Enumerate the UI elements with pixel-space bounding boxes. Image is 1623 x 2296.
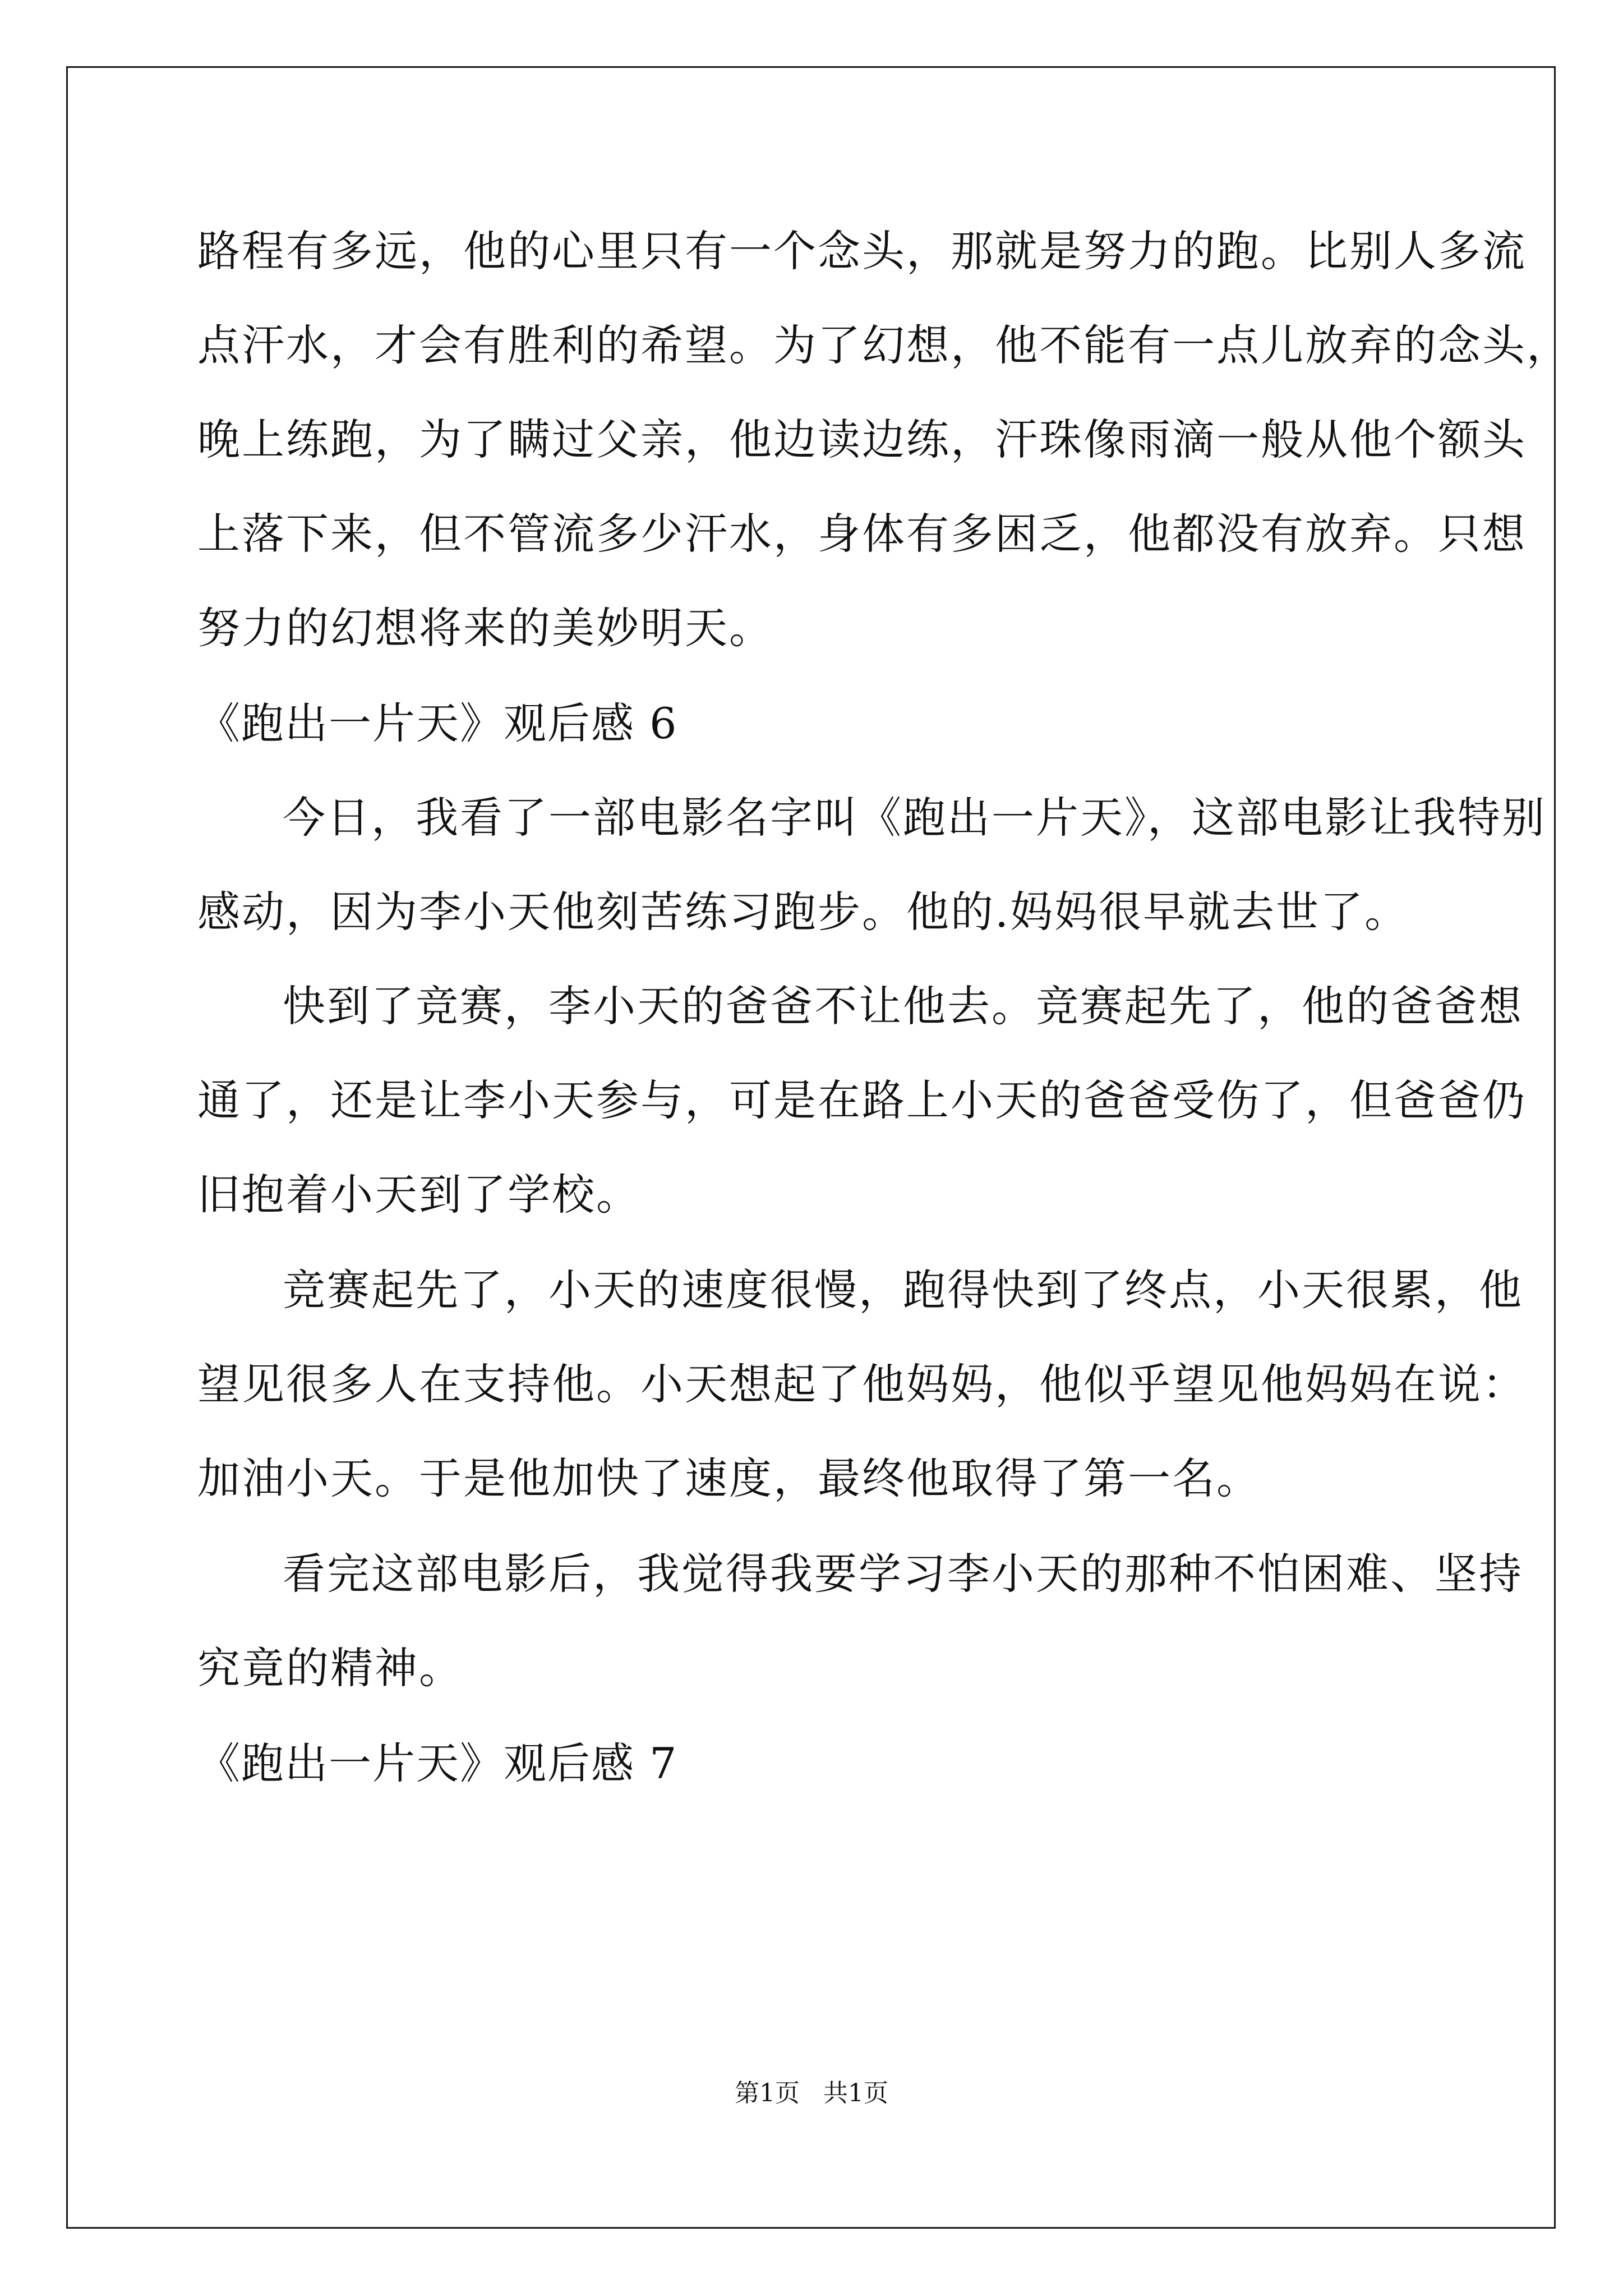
paragraph-line: 看完这部电影后，我觉得我要学习李小天的那种不怕困难、坚持	[283, 1549, 1523, 1599]
section-heading: 《跑出一片天》观后感 7	[197, 1738, 678, 1788]
paragraph-line: 通了，还是让李小天参与，可是在路上小天的爸爸受伤了，但爸爸仍	[197, 1075, 1527, 1125]
paragraph-line: 点汗水，才会有胜利的希望。为了幻想，他不能有一点儿放弃的念头，	[197, 320, 1571, 370]
paragraph-line: 加油小天。于是他加快了速度，最终他取得了第一名。	[197, 1453, 1261, 1503]
paragraph-line: 快到了竞赛，李小天的爸爸不让他去。竞赛起先了，他的爸爸想	[283, 981, 1523, 1031]
paragraph-line: 努力的幻想将来的美妙明天。	[197, 603, 773, 653]
page-number: 第1页 共1页	[735, 2079, 888, 2108]
section-heading: 《跑出一片天》观后感 6	[197, 698, 678, 748]
page-footer	[0, 2077, 1623, 2110]
paragraph-line: 上落下来，但不管流多少汗水，身体有多困乏，他都没有放弃。只想	[197, 509, 1527, 559]
page-border	[66, 66, 1556, 2229]
paragraph-line: 晚上练跑，为了瞒过父亲，他边读边练，汗珠像雨滴一般从他个额头	[197, 415, 1527, 464]
paragraph-line: 路程有多远，他的心里只有一个念头，那就是努力的跑。比别人多流	[197, 226, 1527, 276]
paragraph-line: 今日，我看了一部电影名字叫《跑出一片天》，这部电影让我特别	[283, 793, 1546, 843]
paragraph-line: 望见很多人在支持他。小天想起了他妈妈，他似乎望见他妈妈在说：	[197, 1359, 1527, 1409]
paragraph-line: 感动，因为李小天他刻苦练习跑步。他的.妈妈很早就去世了。	[197, 887, 1409, 937]
paragraph-line: 旧抱着小天到了学校。	[197, 1170, 640, 1220]
paragraph-line: 竞赛起先了，小天的速度很慢，跑得快到了终点，小天很累，他	[283, 1265, 1523, 1315]
paragraph-line: 究竟的精神。	[197, 1643, 463, 1693]
